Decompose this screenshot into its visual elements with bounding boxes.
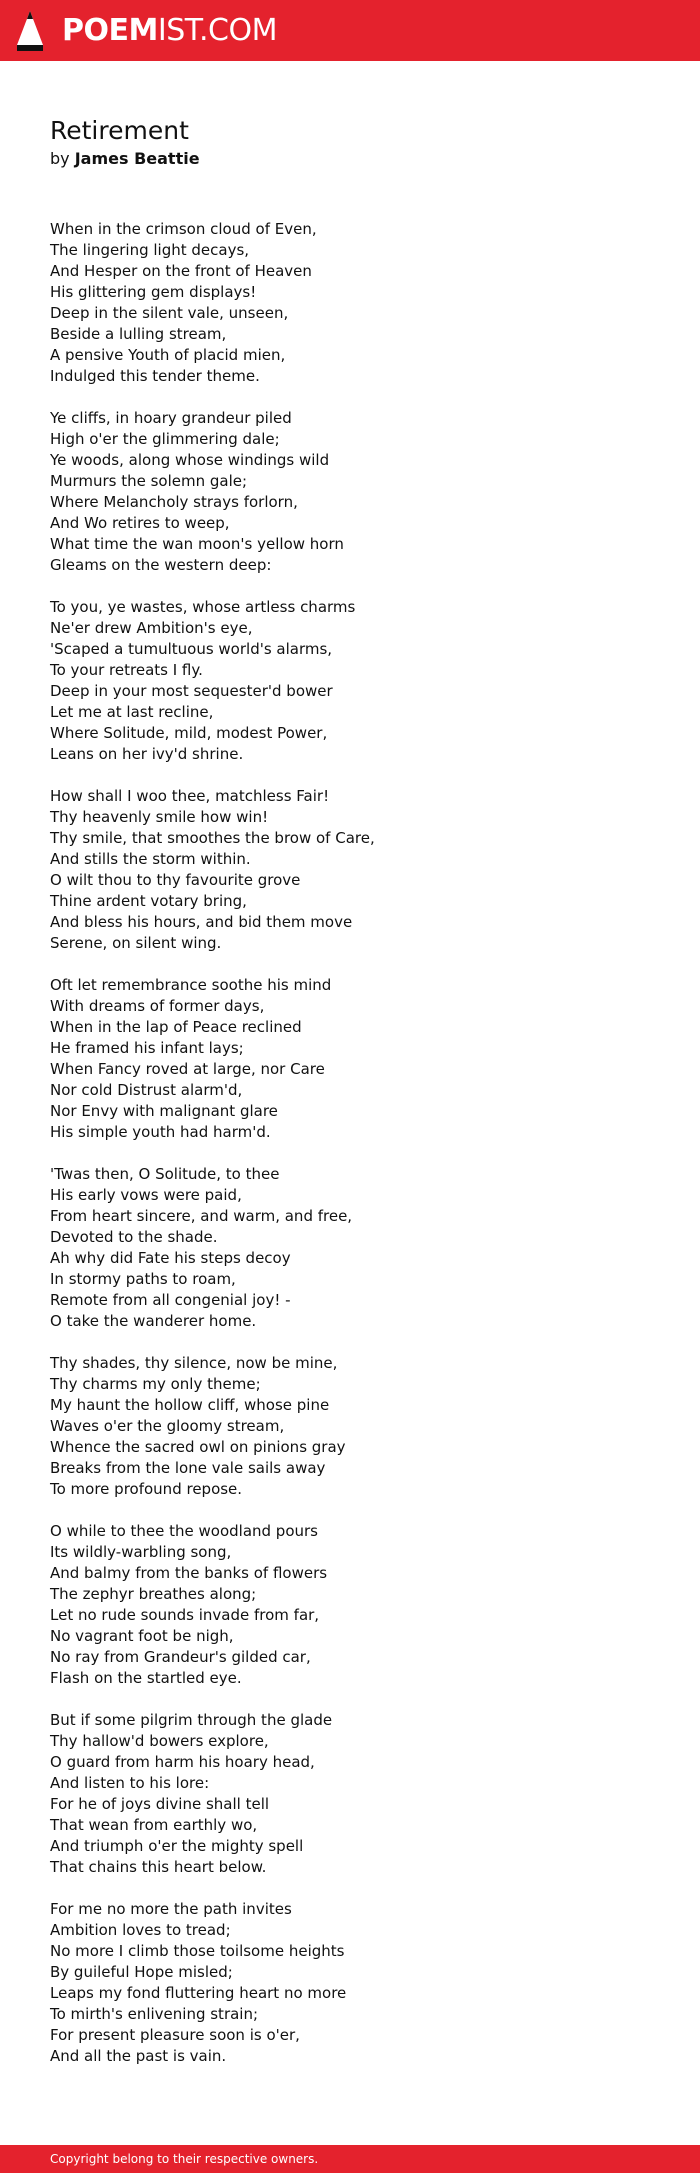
poem-line: To more profound repose. xyxy=(50,1480,243,1498)
poem-line: 'Twas then, O Solitude, to thee xyxy=(50,1165,280,1183)
poem-line: And all the past is vain. xyxy=(50,2047,227,2065)
poem-line: Breaks from the lone vale sails away xyxy=(50,1459,326,1477)
poem-line: To your retreats I fly. xyxy=(50,661,203,679)
poem-line: And bless his hours, and bid them move xyxy=(50,913,353,931)
poem-line: No ray from Grandeur's gilded car, xyxy=(50,1648,311,1666)
poem-line: The lingering light decays, xyxy=(50,241,250,259)
poem-line: No more I climb those toilsome heights xyxy=(50,1942,345,1960)
poem-line: Where Melancholy strays forlorn, xyxy=(50,493,298,511)
poem-line: A pensive Youth of placid mien, xyxy=(50,346,286,364)
poem-line: Remote from all congenial joy! - xyxy=(50,1291,291,1309)
poem-line: Nor cold Distrust alarm'd, xyxy=(50,1081,243,1099)
poem-line: That chains this heart below. xyxy=(50,1858,267,1876)
poem-line: Gleams on the western deep: xyxy=(50,556,272,574)
poem-line: With dreams of former days, xyxy=(50,997,265,1015)
poem-line: He framed his infant lays; xyxy=(50,1039,244,1057)
poem-line: When in the lap of Peace reclined xyxy=(50,1018,302,1036)
poem-line: Waves o'er the gloomy stream, xyxy=(50,1417,285,1435)
poem-line: From heart sincere, and warm, and free, xyxy=(50,1207,353,1225)
stanza xyxy=(50,1164,650,1332)
poem-line: O take the wanderer home. xyxy=(50,1312,257,1330)
poem-line: Devoted to the shade. xyxy=(50,1228,218,1246)
poem-line: When in the crimson cloud of Even, xyxy=(50,220,317,238)
poem-line: Thy hallow'd bowers explore, xyxy=(50,1732,269,1750)
poem-line: Beside a lulling stream, xyxy=(50,325,227,343)
poem-line: Whence the sacred owl on pinions gray xyxy=(50,1438,346,1456)
poem-line: Thy shades, thy silence, now be mine, xyxy=(50,1354,338,1372)
poem-line: And balmy from the banks of flowers xyxy=(50,1564,328,1582)
site-logo[interactable] xyxy=(62,0,277,61)
poem-line: Deep in your most sequester'd bower xyxy=(50,682,333,700)
stanza xyxy=(50,597,650,765)
poem-header xyxy=(50,116,200,170)
poem-line: Ye woods, along whose windings wild xyxy=(50,451,330,469)
copyright-text: Copyright belong to their respective owners. xyxy=(50,2152,319,2166)
poem-line: Ah why did Fate his steps decoy xyxy=(50,1249,291,1267)
author-name: James Beattie xyxy=(74,149,200,168)
poem-line: For present pleasure soon is o'er, xyxy=(50,2026,300,2044)
stanza xyxy=(50,1710,650,1878)
poem-line: Oft let remembrance soothe his mind xyxy=(50,976,332,994)
poem-line: Leaps my fond fluttering heart no more xyxy=(50,1984,347,2002)
by-label: by xyxy=(50,149,70,168)
poem-line: O guard from harm his hoary head, xyxy=(50,1753,315,1771)
poem-line: No vagrant foot be nigh, xyxy=(50,1627,234,1645)
poem-line: Its wildly-warbling song, xyxy=(50,1543,232,1561)
site-footer xyxy=(0,2145,700,2173)
poem-line: Flash on the startled eye. xyxy=(50,1669,242,1687)
stanza xyxy=(50,219,650,387)
stanza xyxy=(50,975,650,1143)
poem-line: And Wo retires to weep, xyxy=(50,514,230,532)
poem-line: O wilt thou to thy favourite grove xyxy=(50,871,301,889)
site-header xyxy=(0,0,700,61)
poem-line: And listen to his lore: xyxy=(50,1774,210,1792)
poem-line: The zephyr breathes along; xyxy=(50,1585,257,1603)
poem-line: Thine ardent votary bring, xyxy=(50,892,247,910)
poem-line: Ne'er drew Ambition's eye, xyxy=(50,619,253,637)
poem-line: For he of joys divine shall tell xyxy=(50,1795,270,1813)
poem-line: Leans on her ivy'd shrine. xyxy=(50,745,244,763)
stanza xyxy=(50,408,650,576)
poem-line: What time the wan moon's yellow horn xyxy=(50,535,344,553)
poem-line: For me no more the path invites xyxy=(50,1900,292,1918)
poem-line: Ye cliffs, in hoary grandeur piled xyxy=(50,409,292,427)
poem-line: Nor Envy with malignant glare xyxy=(50,1102,278,1120)
poem-line: His simple youth had harm'd. xyxy=(50,1123,271,1141)
poem-line: When Fancy roved at large, nor Care xyxy=(50,1060,325,1078)
poem-line: Ambition loves to tread; xyxy=(50,1921,231,1939)
poem-body xyxy=(50,219,650,2088)
poem-line: By guileful Hope misled; xyxy=(50,1963,233,1981)
poem-line: But if some pilgrim through the glade xyxy=(50,1711,333,1729)
poem-line: Thy heavenly smile how win! xyxy=(50,808,269,826)
poem-line: That wean from earthly wo, xyxy=(50,1816,258,1834)
poem-line: High o'er the glimmering dale; xyxy=(50,430,280,448)
poem-line: Deep in the silent vale, unseen, xyxy=(50,304,289,322)
poem-line: And triumph o'er the mighty spell xyxy=(50,1837,304,1855)
poem-line: Let no rude sounds invade from far, xyxy=(50,1606,320,1624)
stanza xyxy=(50,1521,650,1689)
poem-line: And stills the storm within. xyxy=(50,850,251,868)
stanza xyxy=(50,786,650,954)
poem-line: His early vows were paid, xyxy=(50,1186,242,1204)
poem-line: And Hesper on the front of Heaven xyxy=(50,262,312,280)
poem-line: In stormy paths to roam, xyxy=(50,1270,236,1288)
stanza xyxy=(50,1899,650,2067)
logo-light-text: IST.COM xyxy=(157,13,277,48)
stanza xyxy=(50,1353,650,1500)
poem-title: Retirement xyxy=(50,116,189,145)
poem-line: O while to thee the woodland pours xyxy=(50,1522,318,1540)
poem-line: Thy smile, that smoothes the brow of Care, xyxy=(50,829,375,847)
logo-bold-text: POEM xyxy=(62,13,158,48)
byline xyxy=(50,148,200,170)
pencil-logo-icon[interactable] xyxy=(17,11,43,51)
poem-line: Murmurs the solemn gale; xyxy=(50,472,248,490)
poem-line: Indulged this tender theme. xyxy=(50,367,260,385)
poem-line: To you, ye wastes, whose artless charms xyxy=(50,598,356,616)
poem-line: 'Scaped a tumultuous world's alarms, xyxy=(50,640,333,658)
poem-line: His glittering gem displays! xyxy=(50,283,257,301)
poem-line: How shall I woo thee, matchless Fair! xyxy=(50,787,330,805)
poem-line: To mirth's enlivening strain; xyxy=(50,2005,259,2023)
poem-line: Thy charms my only theme; xyxy=(50,1375,261,1393)
poem-line: Let me at last recline, xyxy=(50,703,214,721)
poem-line: Where Solitude, mild, modest Power, xyxy=(50,724,328,742)
poem-line: My haunt the hollow cliff, whose pine xyxy=(50,1396,330,1414)
poem-line: Serene, on silent wing. xyxy=(50,934,222,952)
